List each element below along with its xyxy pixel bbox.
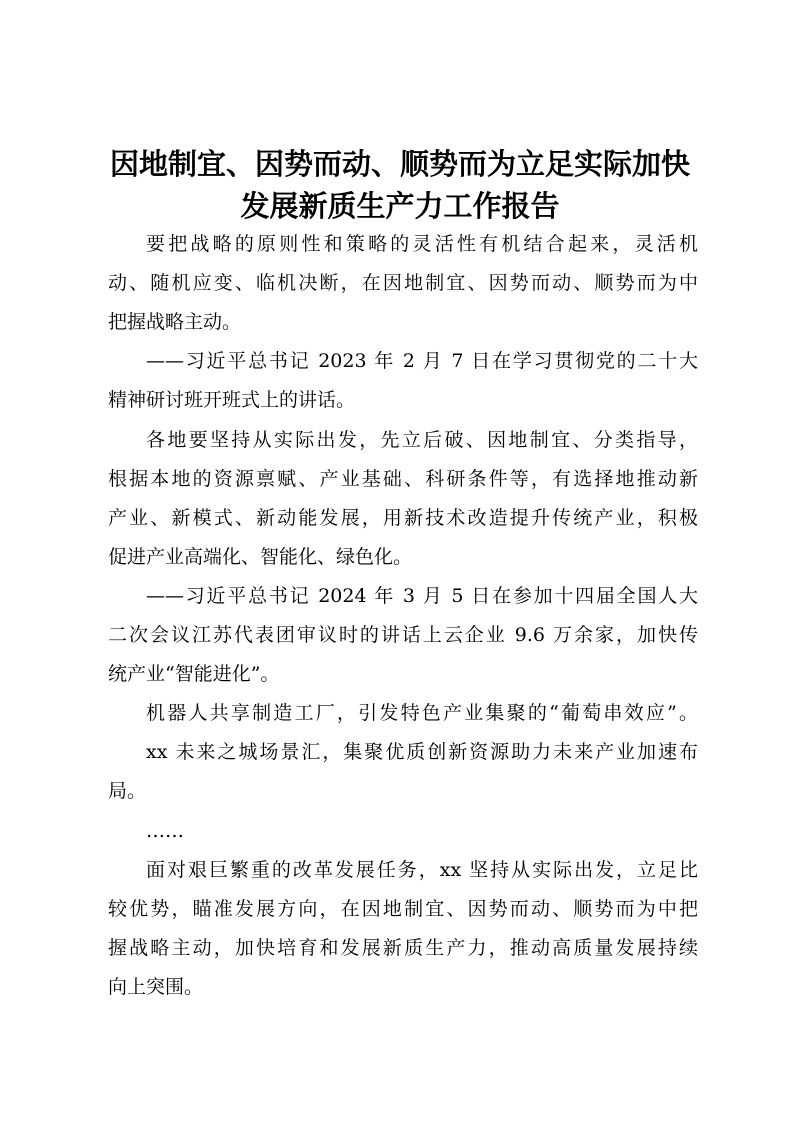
paragraph-8-line-2: 较优势，瞄准发展方向，在因地制宜、因势而动、顺势而为中把	[108, 898, 698, 920]
paragraph-ellipsis: ……	[146, 820, 184, 842]
paragraph-2-line-2: 精神研讨班开班式上的讲话。	[108, 389, 356, 411]
paragraph-4-line-1: ——习近平总书记 2024 年 3 月 5 日在参加十四届全国人大	[146, 585, 698, 607]
paragraph-8-line-1: 面对艰巨繁重的改革发展任务，xx 坚持从实际出发，立足比	[146, 859, 698, 881]
paragraph-1-line-1: 要把战略的原则性和策略的灵活性有机结合起来，灵活机	[146, 233, 698, 255]
paragraph-6-line-2: 局。	[108, 780, 147, 802]
paragraph-8-line-4: 向上突围。	[108, 976, 204, 998]
paragraph-2-line-1: ——习近平总书记 2023 年 2 月 7 日在学习贯彻党的二十大	[146, 350, 698, 372]
paragraph-1-line-2: 动、随机应变、临机决断，在因地制宜、因势而动、顺势而为中	[108, 272, 698, 294]
document-title-line-2: 发展新质生产力工作报告	[240, 189, 560, 223]
paragraph-6-line-1: xx 未来之城场景汇，集聚优质创新资源助力未来产业加速布	[146, 741, 698, 763]
paragraph-1-line-3: 把握战略主动。	[108, 311, 242, 333]
paragraph-3-line-2: 根据本地的资源禀赋、产业基础、科研条件等，有选择地推动新	[108, 468, 698, 490]
paragraph-3-line-4: 促进产业高端化、智能化、绿色化。	[108, 546, 413, 568]
document-title-line-1: 因地制宜、因势而动、顺势而为立足实际加快	[109, 147, 690, 181]
paragraph-3-line-1: 各地要坚持从实际出发，先立后破、因地制宜、分类指导，	[146, 429, 698, 451]
paragraph-8-line-3: 握战略主动，加快培育和发展新质生产力，推动高质量发展持续	[108, 937, 698, 959]
paragraph-4-line-2: 二次会议江苏代表团审议时的讲话上云企业 9.6 万余家，加快传	[108, 624, 698, 646]
paragraph-3-line-3: 产业、新模式、新动能发展，用新技术改造提升传统产业，积极	[108, 507, 698, 529]
paragraph-4-line-3: 统产业“智能进化”。	[108, 663, 280, 685]
paragraph-5-line-1: 机器人共享制造工厂，引发特色产业集聚的“葡萄串效应”。	[146, 702, 698, 724]
